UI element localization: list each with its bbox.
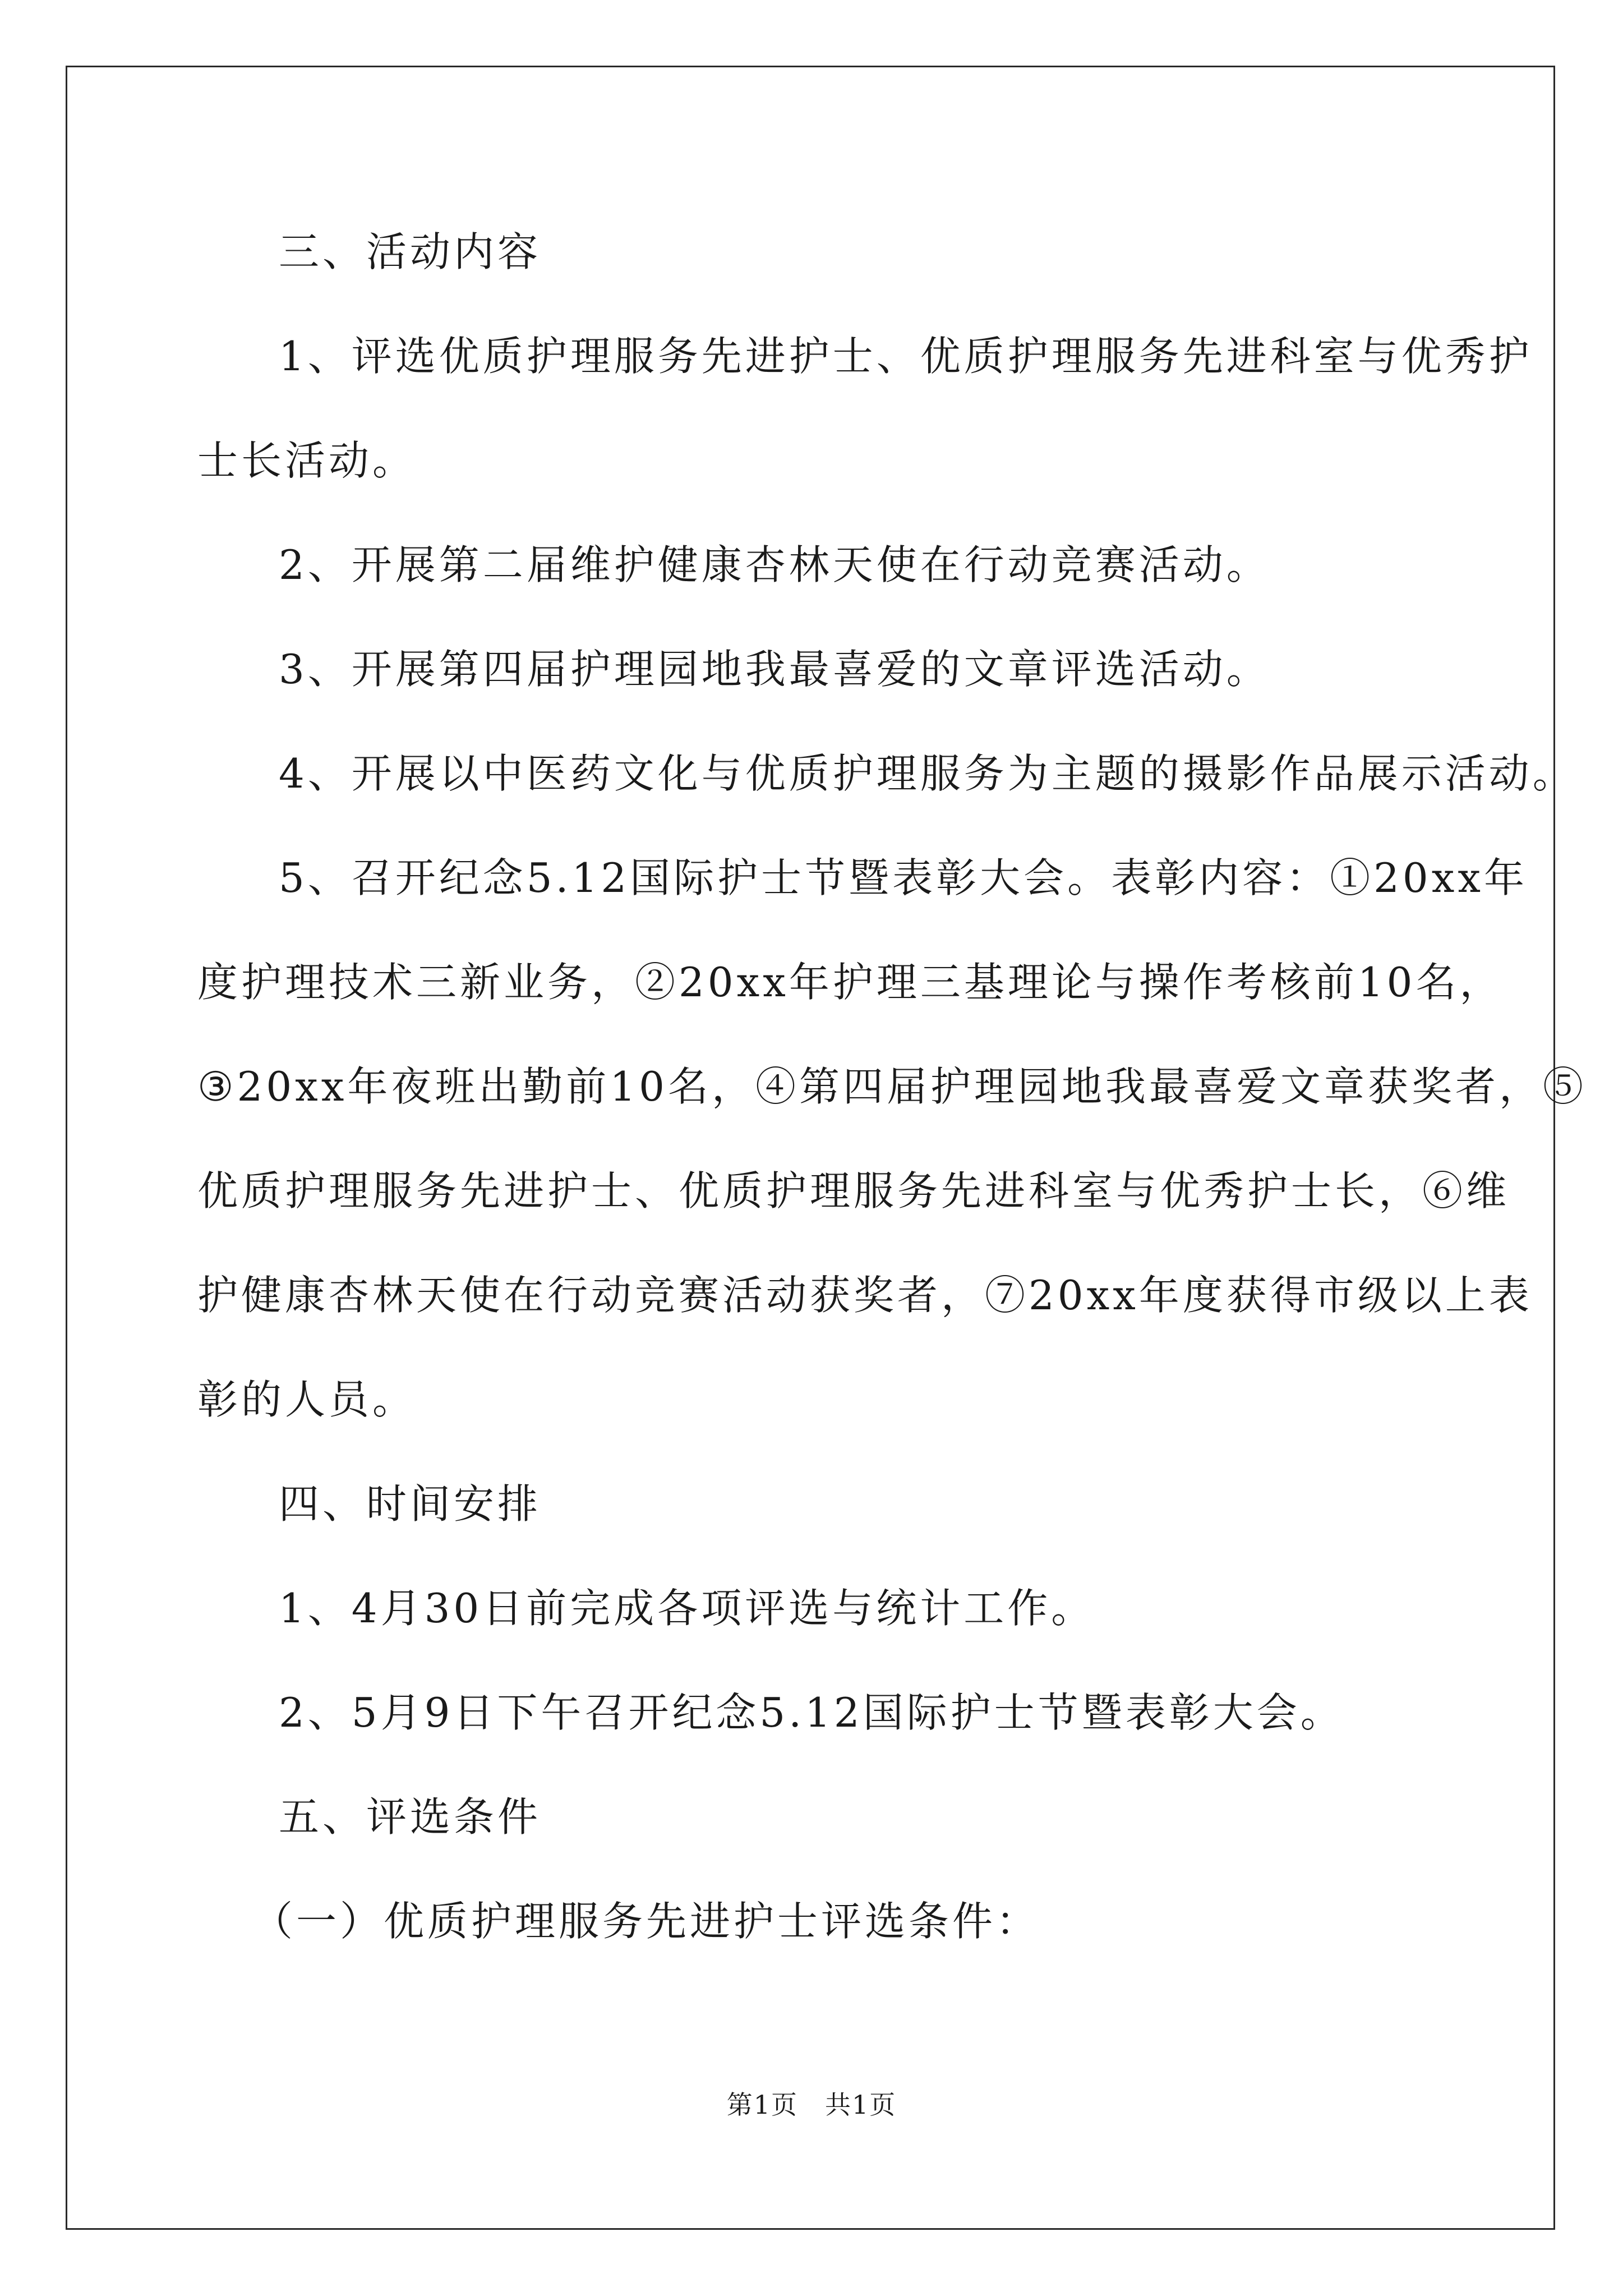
section-heading-criteria: 五、评选条件 xyxy=(279,1793,542,1841)
page-total: 共1页 xyxy=(825,2090,897,2120)
paragraph-line: 2、5月9日下午召开纪念5.12国际护士节暨表彰大会。 xyxy=(279,1689,1344,1736)
paragraph-line: 士长活动。 xyxy=(197,437,417,484)
paragraph-line: 4、开展以中医药文化与优质护理服务为主题的摄影作品展示活动。 xyxy=(279,750,1576,797)
paragraph-line: 5、召开纪念5.12国际护士节暨表彰大会。表彰内容：①20xx年 xyxy=(279,854,1528,901)
page-footer xyxy=(0,2088,1623,2122)
paragraph-line: 1、评选优质护理服务先进护士、优质护理服务先进科室与优秀护 xyxy=(279,333,1533,380)
subsection-heading: （一）优质护理服务先进护士评选条件： xyxy=(252,1898,1040,1945)
paragraph-line: 护健康杏林天使在行动竞赛活动获奖者，⑦20xx年度获得市级以上表 xyxy=(197,1272,1533,1319)
paragraph-line: 1、4月30日前完成各项评选与统计工作。 xyxy=(279,1585,1095,1632)
section-heading-schedule: 四、时间安排 xyxy=(279,1480,542,1527)
section-heading-activities: 三、活动内容 xyxy=(279,228,542,275)
paragraph-line: 优质护理服务先进护士、优质护理服务先进科室与优秀护士长，⑥维 xyxy=(197,1167,1510,1214)
paragraph-line: 彰的人员。 xyxy=(197,1376,417,1423)
page-number: 第1页 xyxy=(726,2090,798,2120)
paragraph-line: 3、开展第四届护理园地我最喜爱的文章评选活动。 xyxy=(279,646,1270,693)
paragraph-line: 2、开展第二届维护健康杏林天使在行动竞赛活动。 xyxy=(279,541,1270,588)
paragraph-line: ③20xx年夜班出勤前10名，④第四届护理园地我最喜爱文章获奖者，⑤ xyxy=(197,1063,1587,1110)
paragraph-line: 度护理技术三新业务，②20xx年护理三基理论与操作考核前10名， xyxy=(197,959,1504,1006)
